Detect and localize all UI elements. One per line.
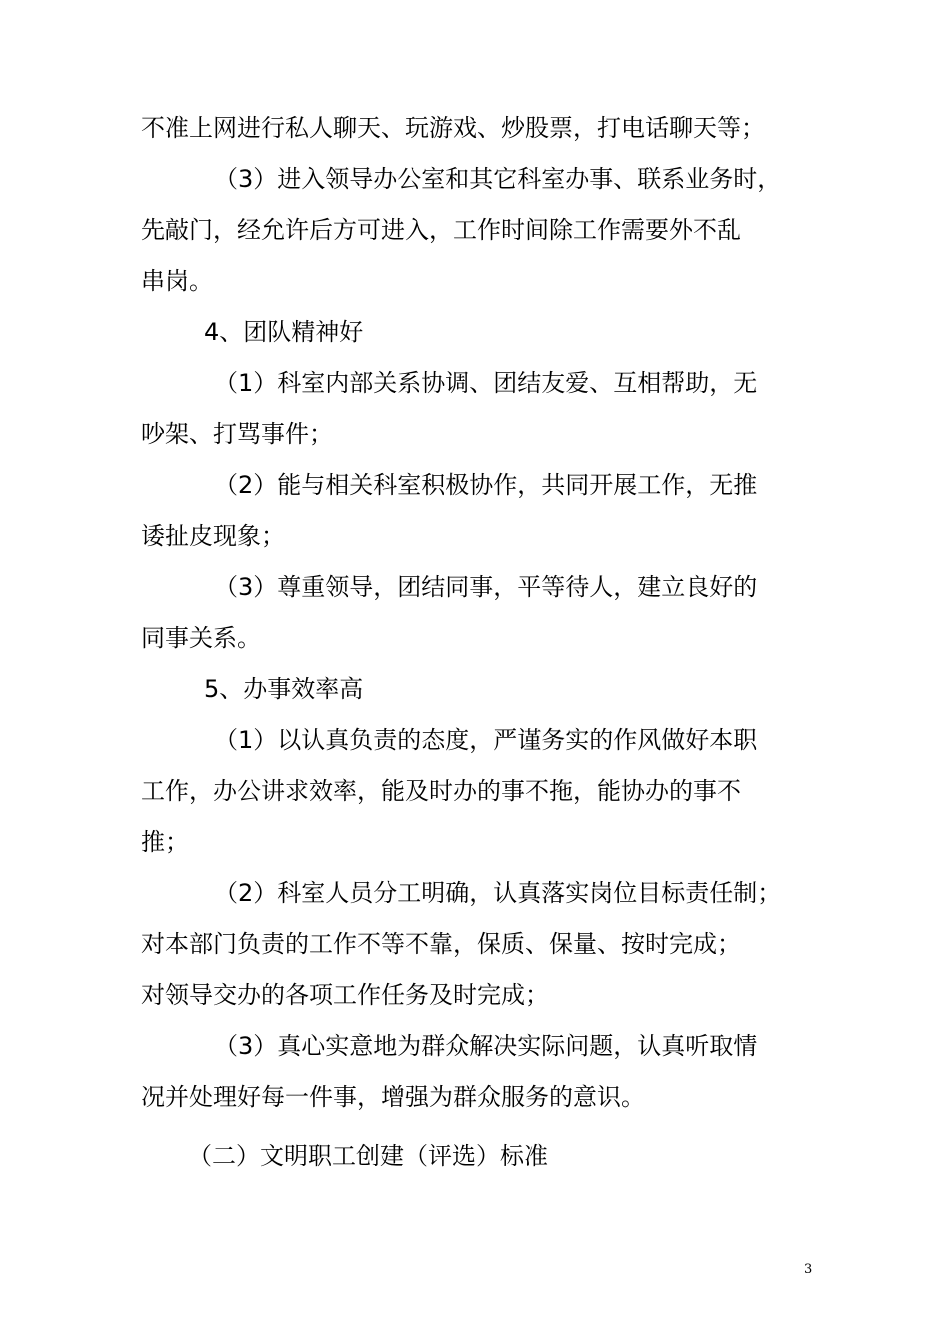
section-heading: 5、办事效率高 — [204, 675, 364, 703]
paragraph-line: 同事关系。 — [141, 624, 261, 652]
paragraph-line: 推； — [141, 828, 189, 856]
paragraph-line: 对领导交办的各项工作任务及时完成； — [141, 981, 549, 1009]
paragraph-line: （2）科室人员分工明确，认真落实岗位目标责任制； — [214, 879, 782, 907]
page-number: 3 — [804, 1262, 813, 1277]
paragraph-line: 诿扯皮现象； — [141, 522, 285, 550]
paragraph-line: 工作，办公讲求效率，能及时办的事不拖，能协办的事不 — [141, 777, 741, 805]
paragraph-line: （1）科室内部关系协调、团结友爱、互相帮助，无 — [214, 369, 758, 397]
paragraph-line: （1）以认真负责的态度，严谨务实的作风做好本职 — [214, 726, 758, 754]
paragraph-line: （3）进入领导办公室和其它科室办事、联系业务时， — [214, 165, 782, 193]
section-heading: 4、团队精神好 — [204, 318, 364, 346]
paragraph-line: （3）尊重领导，团结同事，平等待人，建立良好的 — [214, 573, 758, 601]
body-text — [141, 108, 821, 1176]
paragraph-line: 况并处理好每一件事，增强为群众服务的意识。 — [141, 1083, 645, 1111]
paragraph-line: 吵架、打骂事件； — [141, 420, 333, 448]
paragraph-line: 对本部门负责的工作不等不靠，保质、保量、按时完成； — [141, 930, 741, 958]
paragraph-line: （3）真心实意地为群众解决实际问题，认真听取情 — [214, 1032, 758, 1060]
paragraph-line: 串岗。 — [141, 267, 213, 295]
section-heading: （二）文明职工创建（评选）标准 — [188, 1142, 548, 1170]
paragraph-line: （2）能与相关科室积极协作，共同开展工作，无推 — [214, 471, 758, 499]
paragraph-line: 先敲门，经允许后方可进入，工作时间除工作需要外不乱 — [141, 216, 741, 244]
paragraph-line: 不准上网进行私人聊天、玩游戏、炒股票，打电话聊天等； — [141, 114, 765, 142]
